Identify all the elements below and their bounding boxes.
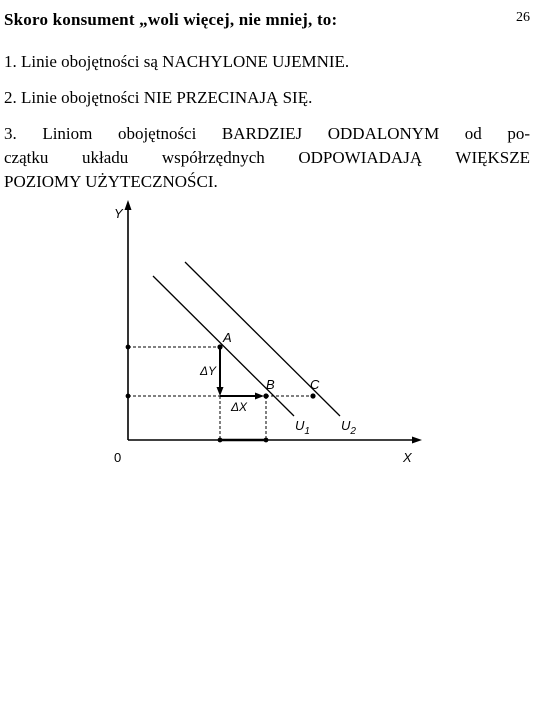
- y-axis-arrow: [125, 200, 132, 210]
- page-number: 26: [516, 10, 530, 25]
- delta-y-label: ΔY: [200, 364, 217, 378]
- point-b-marker: [263, 393, 268, 398]
- point-b-label: B: [266, 377, 275, 392]
- point-2: 2. Linie obojętności NIE PRZECINAJĄ SIĘ.: [4, 88, 313, 107]
- y-tick-b: [126, 394, 131, 399]
- point-c-label: C: [310, 377, 320, 392]
- curve-u2: [185, 262, 340, 416]
- x-tick-b: [264, 438, 269, 443]
- curve-u1-label: $U_1$: [295, 418, 310, 437]
- x-axis-label: X: [403, 450, 412, 465]
- delta-x-label: ΔX: [231, 400, 248, 414]
- delta-x-arrow: [255, 393, 264, 400]
- point-3-line-2: czątku układu współrzędnych ODPOWIADAJĄ WIĘKSZE: [4, 148, 530, 167]
- page-title: Skoro konsument „woli więcej, nie mniej, to:: [4, 10, 338, 29]
- point-3-line-3: POZIOMY UŻYTECZNOŚCI.: [4, 172, 218, 191]
- delta-y-arrow: [217, 387, 224, 396]
- y-axis-label: Y: [114, 206, 123, 221]
- x-axis-arrow: [412, 437, 422, 444]
- point-a-marker: [217, 344, 222, 349]
- y-tick-a: [126, 345, 131, 350]
- point-3-line-1: 3. Liniom obojętności BARDZIEJ ODDALONYM od po-: [4, 124, 530, 143]
- point-a-label: A: [223, 330, 232, 345]
- point-c-marker: [310, 393, 315, 398]
- curve-u2-label: $U_2$: [341, 418, 356, 437]
- point-1: 1. Linie obojętności są NACHYLONE UJEMNIE.: [4, 52, 350, 71]
- x-tick-a: [218, 438, 223, 443]
- origin-label: 0: [114, 450, 122, 465]
